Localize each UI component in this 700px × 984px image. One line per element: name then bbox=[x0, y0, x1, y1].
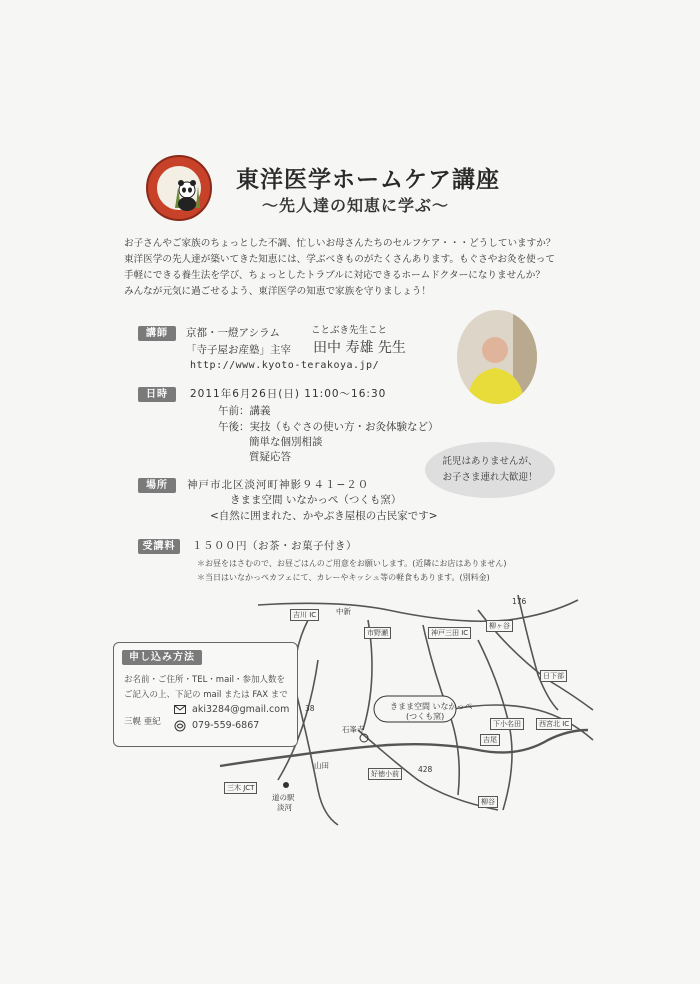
schedule-pm-item: 質疑応答 bbox=[249, 451, 291, 463]
map-label: 176 bbox=[512, 597, 527, 606]
envelope-icon bbox=[174, 705, 186, 714]
page-title: 東洋医学ホームケア講座 bbox=[236, 167, 500, 193]
lecturer-label: 講師 bbox=[138, 326, 176, 341]
venue-address: 神戸市北区淡河町神影９４１−２０ bbox=[187, 479, 370, 491]
intro-line: 東洋医学の先人達が築いてきた知恵には、学ぶべきものがたくさんあります。もぐさやお灸を使って bbox=[124, 254, 555, 265]
page-subtitle: 〜先人達の知恵に学ぶ〜 bbox=[262, 196, 450, 215]
map-label: 三木 JCT bbox=[224, 782, 257, 794]
fee-amount: １５００円（お茶・お菓子付き） bbox=[192, 540, 357, 552]
fee-label: 受講料 bbox=[138, 539, 180, 554]
map-label: 淡河 bbox=[277, 803, 292, 812]
lecturer-nickname: ことぶき先生こと bbox=[311, 325, 388, 336]
map-label: 吉尾 bbox=[480, 734, 500, 746]
panda-logo-icon bbox=[146, 155, 212, 221]
map-label: 石峯寺 bbox=[342, 725, 365, 734]
lecturer-org: 京都・一燈アシラム bbox=[186, 327, 280, 339]
lecturer-name: 田中 寿雄 先生 bbox=[313, 340, 406, 356]
intro-line: 手軽にできる養生法を学び、ちょっとしたトラブルに対応できるホームドクターになりませんか？ bbox=[124, 270, 545, 281]
map-label: 下小名田 bbox=[490, 718, 524, 730]
lecturer-role: 「寺子屋お産塾」主宰 bbox=[186, 344, 291, 356]
map-label: 山田 bbox=[314, 761, 329, 770]
intro-text bbox=[124, 236, 594, 300]
intro-line: お子さんやご家族のちょっとした不調、忙しいお母さんたちのセルフケア・・・どうしていますか？ bbox=[124, 238, 556, 249]
fax-icon bbox=[174, 720, 186, 732]
map-label: 吉川 IC bbox=[290, 609, 319, 621]
map-label: 柳谷 bbox=[478, 796, 498, 808]
map-label: 中新 bbox=[336, 607, 351, 616]
map-label: 道の駅 bbox=[272, 793, 295, 802]
email-link[interactable]: aki3284@gmail.com bbox=[192, 704, 290, 715]
childcare-bubble bbox=[425, 442, 555, 498]
apply-line: お名前・ご住所・TEL・mail・参加人数を bbox=[124, 675, 286, 685]
schedule-am: 午前：講義 bbox=[218, 405, 271, 417]
map-venue-label: (つくも窯) bbox=[406, 712, 445, 721]
bubble-line: お子さま連れ大歓迎！ bbox=[442, 472, 538, 483]
fee-note: ＊お昼をはさむので、お昼ごはんのご用意をお願いします。(近隣にお店はありません) bbox=[197, 559, 507, 568]
bubble-line: 託児はありませんが、 bbox=[442, 456, 538, 467]
fee-note: ＊当日はいなかっぺカフェにて、カレーやキッシュ等の軽食もあります。(別料金) bbox=[197, 573, 490, 582]
apply-label: 申し込み方法 bbox=[122, 650, 202, 665]
map-label: 日下部 bbox=[540, 670, 567, 682]
map-label: 好徳小前 bbox=[368, 768, 402, 780]
schedule-pm-item: 簡単な個別相談 bbox=[249, 436, 323, 448]
map-label: 市野瀬 bbox=[364, 627, 391, 639]
map-label: 西宮北 IC bbox=[536, 718, 572, 730]
venue-name: きまま空間 いなかっぺ（つくも窯） bbox=[230, 494, 402, 506]
map-venue-label: きまま空間 いなかっぺ bbox=[390, 702, 473, 711]
panda-icon bbox=[172, 178, 202, 212]
map-label: 38 bbox=[305, 704, 315, 713]
lecturer-url[interactable]: http://www.kyoto-terakoya.jp/ bbox=[190, 360, 380, 371]
apply-box bbox=[113, 642, 298, 747]
intro-line: みんなが元気に過ごせるよう、東洋医学の知恵で家族を守りましょう！ bbox=[124, 286, 431, 297]
fax-number: 079-559-6867 bbox=[192, 720, 260, 731]
contact-name: 三幌 亜紀 bbox=[124, 717, 161, 727]
venue-label: 場所 bbox=[138, 478, 176, 493]
venue-desc: <自然に囲まれた、かやぶき屋根の古民家です> bbox=[210, 510, 438, 522]
map-label: 神戸三田 IC bbox=[428, 627, 471, 639]
schedule-date: 2011年6月26日(日) 11:00〜16:30 bbox=[190, 388, 387, 400]
schedule-pm: 午後：実技（もぐさの使い方・お灸体験など） bbox=[218, 421, 439, 433]
lecturer-photo bbox=[457, 310, 537, 404]
apply-line: ご記入の上、下記の mail または FAX まで bbox=[124, 690, 288, 700]
map-label: 428 bbox=[418, 765, 433, 774]
map-label: 柳ヶ谷 bbox=[486, 620, 513, 632]
schedule-label: 日時 bbox=[138, 387, 176, 402]
